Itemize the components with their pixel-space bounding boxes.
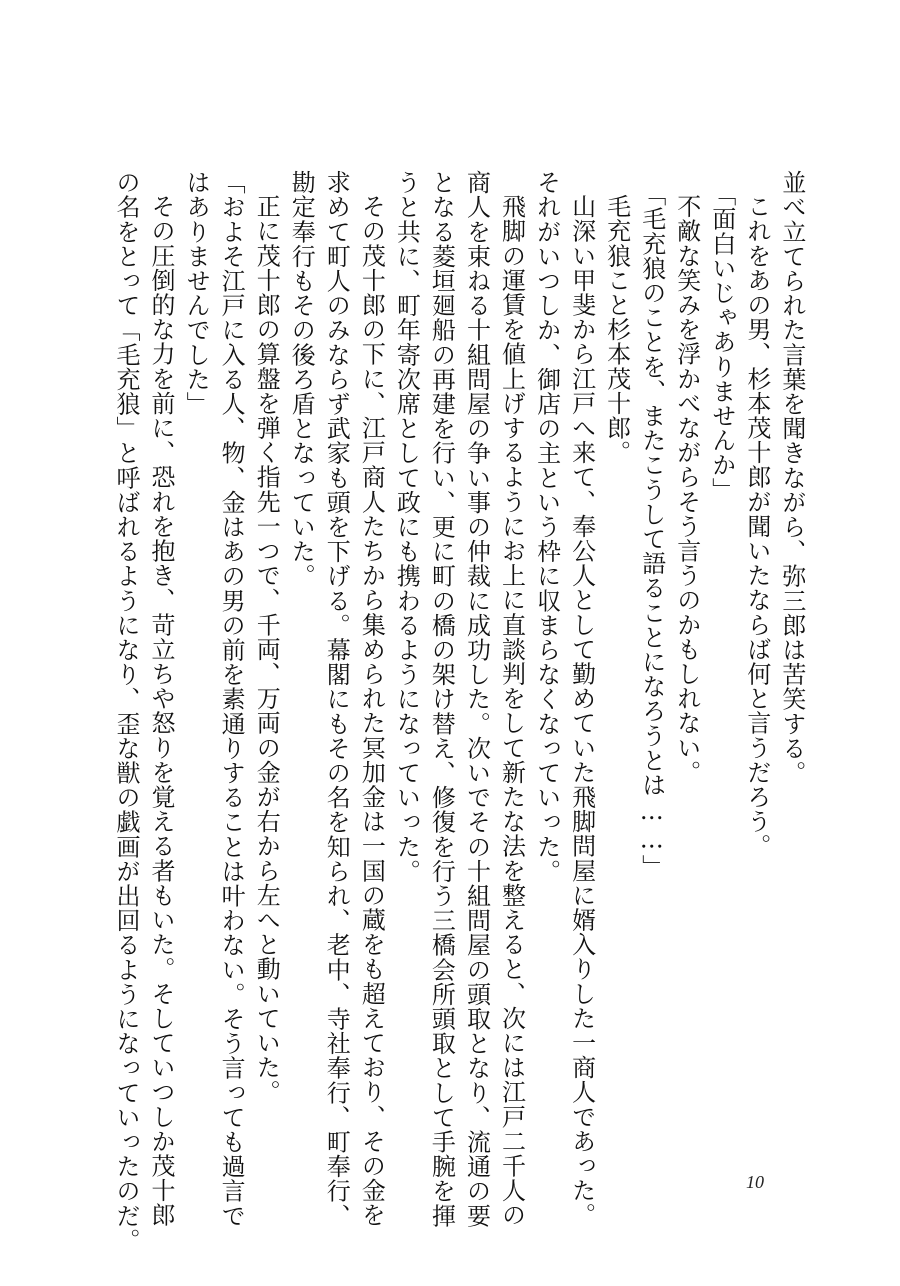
text-line-2: これをあの男、杉本茂十郎が聞いたならば何と言うだろう。 bbox=[742, 194, 771, 859]
text-line-13: その茂十郎の下に、江戸商人たちから集められた冥加金は一国の蔵をも超えており、その金を bbox=[357, 194, 386, 1228]
text-line-18: はありませんでした」 bbox=[182, 170, 211, 416]
text-line-8: それがいつしか、御店の主という枠に収まらなくなっていった。 bbox=[532, 170, 561, 884]
text-line-5: 「毛充狼のことを、またこうして語ることになろうとは……」 bbox=[637, 182, 666, 879]
text-line-6: 毛充狼こと杉本茂十郎。 bbox=[602, 194, 631, 465]
text-line-12: うと共に、町年寄次席として政にも携わるようになっていった。 bbox=[392, 170, 421, 884]
text-line-20: の名をとって「毛充狼」と呼ばれるようになり、歪な獣の戯画が出回るようになっていったのだ。 bbox=[112, 170, 140, 1253]
text-line-4: 不敵な笑みを浮かべながらそう言うのかもしれない。 bbox=[672, 194, 701, 785]
text-line-14: 求めて町人のみならず武家も頭を下げる。幕閣にもその名を知られ、老中、寺社奉行、町奉行、 bbox=[322, 170, 351, 1228]
page-number: 10 bbox=[746, 1172, 764, 1192]
text-line-1: 並べ立てられた言葉を聞きながら、弥三郎は苦笑する。 bbox=[777, 170, 806, 785]
text-line-7: 山深い甲斐から江戸へ来て、奉公人として勤めていた飛脚問屋に婿入りした一商人であった。 bbox=[567, 194, 596, 1228]
text-line-15: 勘定奉行もその後ろ盾となっていた。 bbox=[287, 170, 316, 589]
text-line-9: 飛脚の運賃を値上げするようにお上に直談判をして新たな法を整えると、次には江戸二千人の bbox=[497, 194, 526, 1228]
text-line-19: その圧倒的な力を前に、恐れを抱き、苛立ちや怒りを覚える者もいた。そしていつしか茂十郎 bbox=[147, 194, 176, 1228]
text-line-17: 「およそ江戸に入る人、物、金はあの男の前を素通りすることは叶わない。そう言っても過言で bbox=[217, 170, 246, 1228]
text-line-11: となる菱垣廻船の再建を行い、更に町の橋の架け替え、修復を行う三橋会所頭取として手腕を揮 bbox=[427, 170, 456, 1228]
text-line-3: 「面白いじゃありませんか」 bbox=[707, 182, 736, 502]
text-line-10: 商人を束ねる十組問屋の争い事の仲裁に成功した。次いでその十組問屋の頭取となり、流通の要 bbox=[462, 170, 491, 1228]
text-line-16: 正に茂十郎の算盤を弾く指先一つで、千両、万両の金が右から左へと動いていた。 bbox=[252, 194, 281, 1105]
